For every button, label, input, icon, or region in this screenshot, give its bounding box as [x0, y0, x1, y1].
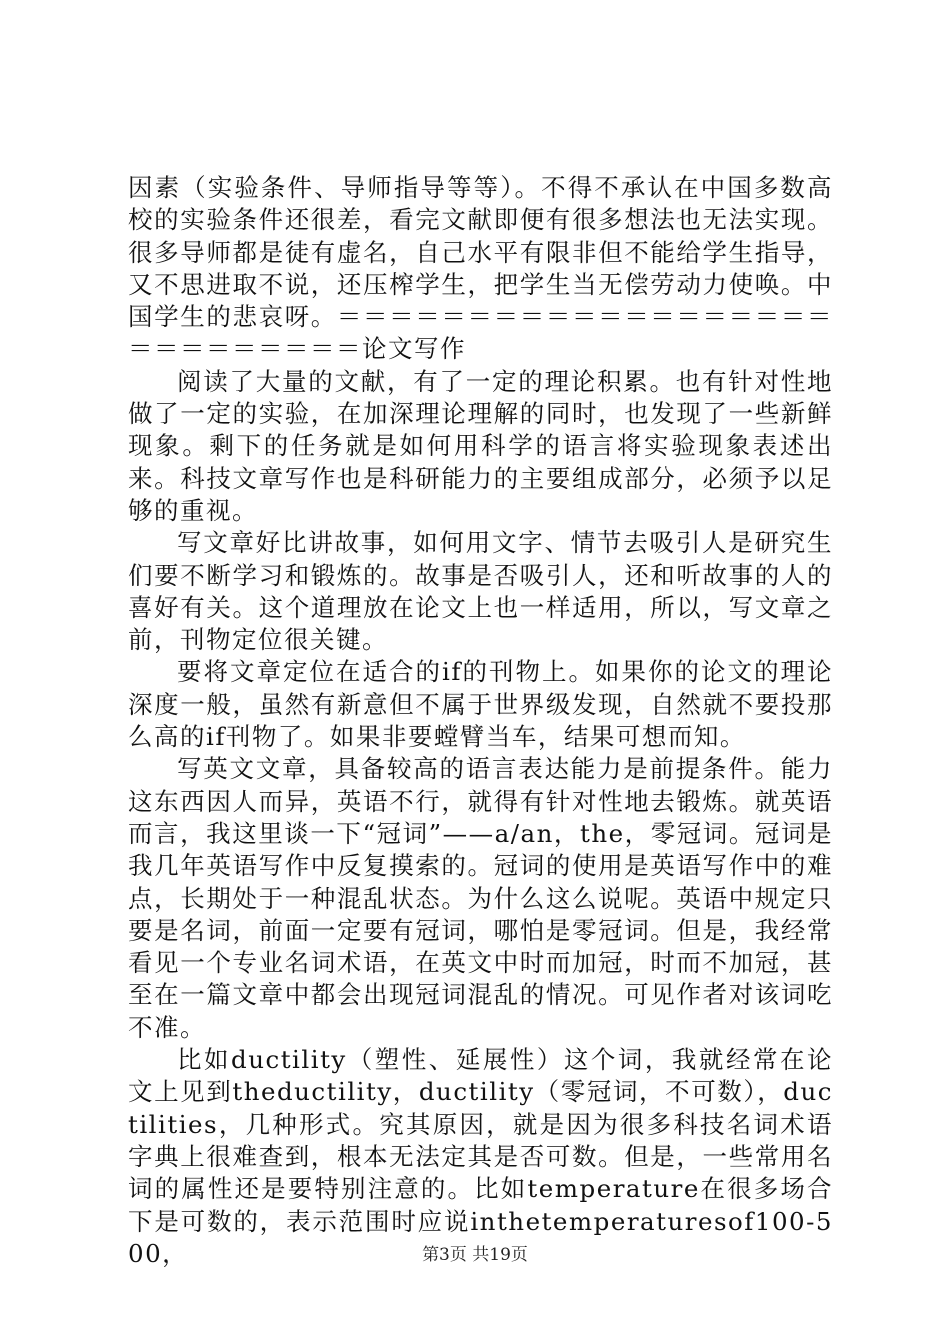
paragraph-5: 写英文文章，具备较高的语言表达能力是前提条件。能力这东西因人而异，英语不行，就得有针对性地去锻炼。就英语而言，我这里谈一下“冠词”——a/an，the，零冠词。冠词是我几年英语写作中反复摸索的。冠词的使用是英语写作中的难点，长期处于一种混乱状态。为什么这么说呢。英语中规定只要是名词，前面一定要有冠词，哪怕是零冠词。但是，我经常看见一个专业名词术语，在英文中时而加冠，时而不加冠，甚至在一篇文章中都会出现冠词混乱的情况。可见作者对该词吃不准。: [128, 754, 833, 1042]
page-number-label: 第3页 共19页: [422, 1245, 528, 1265]
paragraph-4: 要将文章定位在适合的if的刊物上。如果你的论文的理论深度一般，虽然有新意但不属于世界级发现，自然就不要投那么高的if刊物了。如果非要螳臂当车，结果可想而知。: [128, 657, 833, 752]
paragraph-2: 阅读了大量的文献，有了一定的理论积累。也有针对性地做了一定的实验，在加深理论理解的同时，也发现了一些新鲜现象。剩下的任务就是如何用科学的语言将实验现象表述出来。科技文章写作也是科研能力的主要组成部分，必须予以足够的重视。: [128, 366, 833, 525]
paragraph-1: 因素（实验条件、导师指导等等）。不得不承认在中国多数高校的实验条件还很差，看完文献即便有很多想法也无法实现。很多导师都是徒有虚名，自己水平有限非但不能给学生指导，又不思进取不说，还压榨学生，把学生当无偿劳动力使唤。中国学生的悲哀呀。＝＝＝＝＝＝＝＝＝＝＝＝＝＝＝＝＝＝＝＝＝＝＝＝＝＝＝＝论文写作: [128, 173, 833, 364]
document-body: [128, 172, 833, 1270]
paragraph-6: 比如ductility（塑性、延展性）这个词，我就经常在论文上见到theductility，ductility（零冠词，不可数），ductilities，几种形式。究其原因，就是因为很多科技名词术语字典上很难查到，根本无法定其是否可数。但是，一些常用名词的属性还是要特别注意的。比如temperature在很多场合下是可数的，表示范围时应说inthetemperaturesof100-500，: [128, 1045, 833, 1268]
page-footer: [0, 1244, 950, 1266]
paragraph-3: 写文章好比讲故事，如何用文字、情节去吸引人是研究生们要不断学习和锻炼的。故事是否吸引人，还和听故事的人的喜好有关。这个道理放在论文上也一样适用，所以，写文章之前，刊物定位很关键。: [128, 528, 833, 655]
